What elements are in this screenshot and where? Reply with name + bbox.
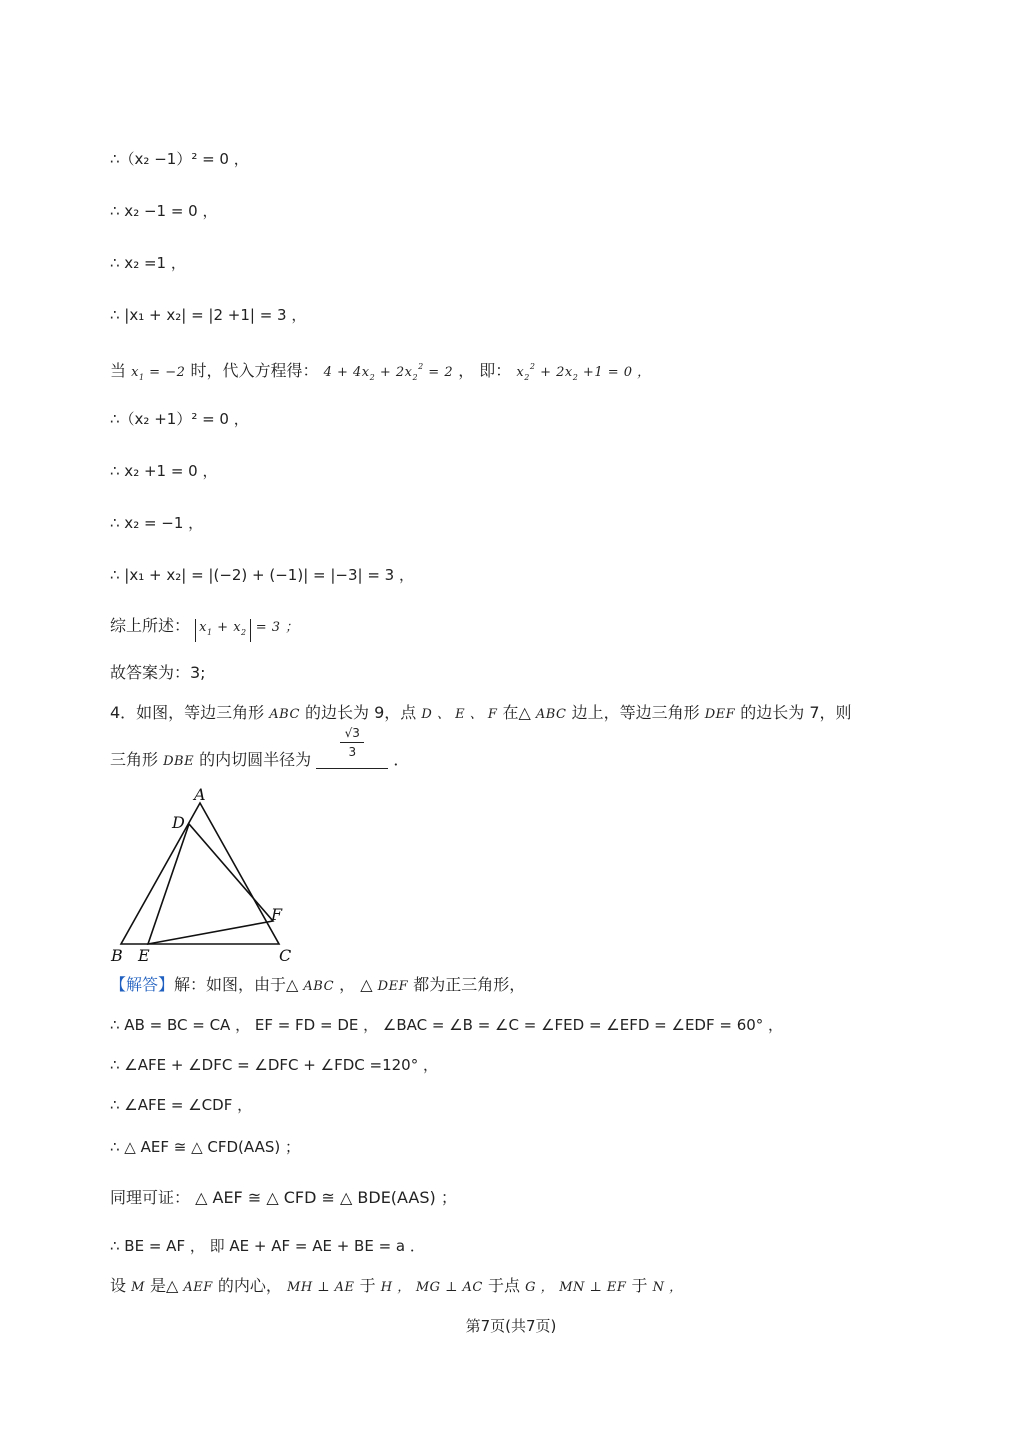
solution-line-6 xyxy=(110,1187,457,1209)
q4-e: 的边长为 7，则 xyxy=(740,703,852,722)
sol-6-prefix: 同理可证： xyxy=(110,1188,191,1207)
sol-8-a: 设 xyxy=(110,1276,127,1295)
step-line-10 xyxy=(110,615,299,642)
q4-def: DEF xyxy=(704,707,736,722)
l10-prefix: 综上所述： xyxy=(110,616,191,635)
solution-line-2: ∴ AB = BC = CA ， EF = FD = DE ， ∠BAC = ∠B = ∠C = ∠FED = ∠EFD = ∠EDF = 60° ， xyxy=(110,1016,784,1034)
l5-comma: ， xyxy=(458,361,475,380)
label-a: A xyxy=(194,785,206,804)
solution-tag: 【解答】 xyxy=(110,975,175,994)
sol-1-abc: ABC xyxy=(303,979,335,994)
step-line-5 xyxy=(110,356,651,389)
solution-line-8 xyxy=(110,1275,683,1299)
question-4-line-2 xyxy=(110,726,410,773)
sol-8-m: M xyxy=(131,1280,145,1295)
sol-6: △ AEF ≅ △ CFD ≅ △ BDE(AAS) ； xyxy=(195,1188,457,1207)
answer-denominator: 3 xyxy=(348,745,357,759)
step-line-2: ∴ x₂ −1 = 0 ， xyxy=(110,202,218,220)
solution-line-3: ∴ ∠AFE + ∠DFC = ∠DFC + ∠FDC =120° ， xyxy=(110,1056,438,1074)
q4-dbe: DBE xyxy=(163,754,195,769)
sol-8-c: 的内心， xyxy=(217,1276,282,1295)
answer-fraction xyxy=(316,724,388,761)
q4-g: 的内切圆半径为 xyxy=(199,750,312,769)
question-4-line-1 xyxy=(110,702,852,726)
l5-prefix: 当 xyxy=(110,361,127,380)
sol-8-h: H ， xyxy=(380,1280,411,1295)
q4-abc2: ABC xyxy=(535,707,567,722)
solution-line-5: ∴ △ AEF ≅ △ CFD(AAS) ； xyxy=(110,1138,300,1156)
sol-8-n: N ， xyxy=(652,1280,683,1295)
label-e: E xyxy=(138,946,150,965)
l10-abs: $x_1 + x_2$ xyxy=(195,619,251,642)
page-footer: 第7页(共7页) xyxy=(465,1317,557,1335)
sol-8-aef: AEF xyxy=(183,1280,213,1295)
q4-period: ． xyxy=(393,750,410,769)
triangle-def xyxy=(148,824,273,944)
sol-1-sep: ， △ xyxy=(339,975,373,994)
l5-cond: $x_1 = -2$ xyxy=(131,365,186,382)
step-line-8: ∴ x₂ = −1 ， xyxy=(110,514,204,532)
sol-8-d: 于 xyxy=(359,1276,376,1295)
label-c: C xyxy=(279,946,292,965)
sol-1: 解：如图，由于△ xyxy=(174,975,299,994)
q4-d: 边上，等边三角形 xyxy=(571,703,700,722)
q4-def-pts: D 、 E 、 F xyxy=(421,707,498,722)
sol-1b: 都为正三角形， xyxy=(413,975,526,994)
label-b: B xyxy=(111,946,123,965)
step-line-4: ∴ |x₁ + x₂| = |2 +1| = 3 ， xyxy=(110,306,307,324)
sol-8-g: G ， xyxy=(525,1280,555,1295)
q4-b: 的边长为 9，点 xyxy=(305,703,417,722)
q4-c: 在△ xyxy=(502,703,531,722)
answer-numerator: √3 xyxy=(340,724,364,743)
sol-8-f: 于 xyxy=(631,1276,648,1295)
q4-a: 4．如图，等边三角形 xyxy=(110,703,265,722)
q4-f: 三角形 xyxy=(110,750,159,769)
step-line-9: ∴ |x₁ + x₂| = |(−2) + (−1)| = |−3| = 3 ， xyxy=(110,566,414,584)
solution-line-4: ∴ ∠AFE = ∠CDF ， xyxy=(110,1096,253,1114)
l5-eq: $4 + 4x_2 + 2x_2^2 = 2$ xyxy=(323,362,454,382)
l5-eq2: $x_2^2 + 2x_2 +1 = 0$ ， xyxy=(516,362,651,382)
answer-blank xyxy=(316,726,388,769)
sol-8-b: 是△ xyxy=(150,1276,179,1295)
l5-jie: 即： xyxy=(479,361,512,380)
step-line-7: ∴ x₂ +1 = 0 ， xyxy=(110,462,218,480)
solution-line-1 xyxy=(110,974,525,998)
step-line-6: ∴（x₂ +1）² = 0 ， xyxy=(110,410,249,428)
q4-abc: ABC xyxy=(269,707,300,722)
sol-8-mh: MH ⊥ AE xyxy=(287,1280,355,1295)
label-f: F xyxy=(271,905,283,924)
sol-8-mg: MG ⊥ AC xyxy=(415,1280,483,1295)
l10-eq: = 3 ； xyxy=(255,620,299,635)
sol-8-e: 于点 xyxy=(487,1276,520,1295)
sol-8-mn: MN ⊥ EF xyxy=(559,1280,627,1295)
answer-line: 故答案为：3; xyxy=(110,663,206,682)
solution-line-7: ∴ BE = AF ， 即 AE + AF = AE + BE = a ． xyxy=(110,1237,425,1255)
sol-1-def: DEF xyxy=(377,979,409,994)
label-d: D xyxy=(172,813,185,832)
triangle-abc xyxy=(121,803,279,944)
step-line-1: ∴（x₂ −1）² = 0 ， xyxy=(110,150,249,168)
l5-mid: 时，代入方程得： xyxy=(190,361,319,380)
step-line-3: ∴ x₂ =1 ， xyxy=(110,254,186,272)
triangle-figure xyxy=(105,782,305,967)
